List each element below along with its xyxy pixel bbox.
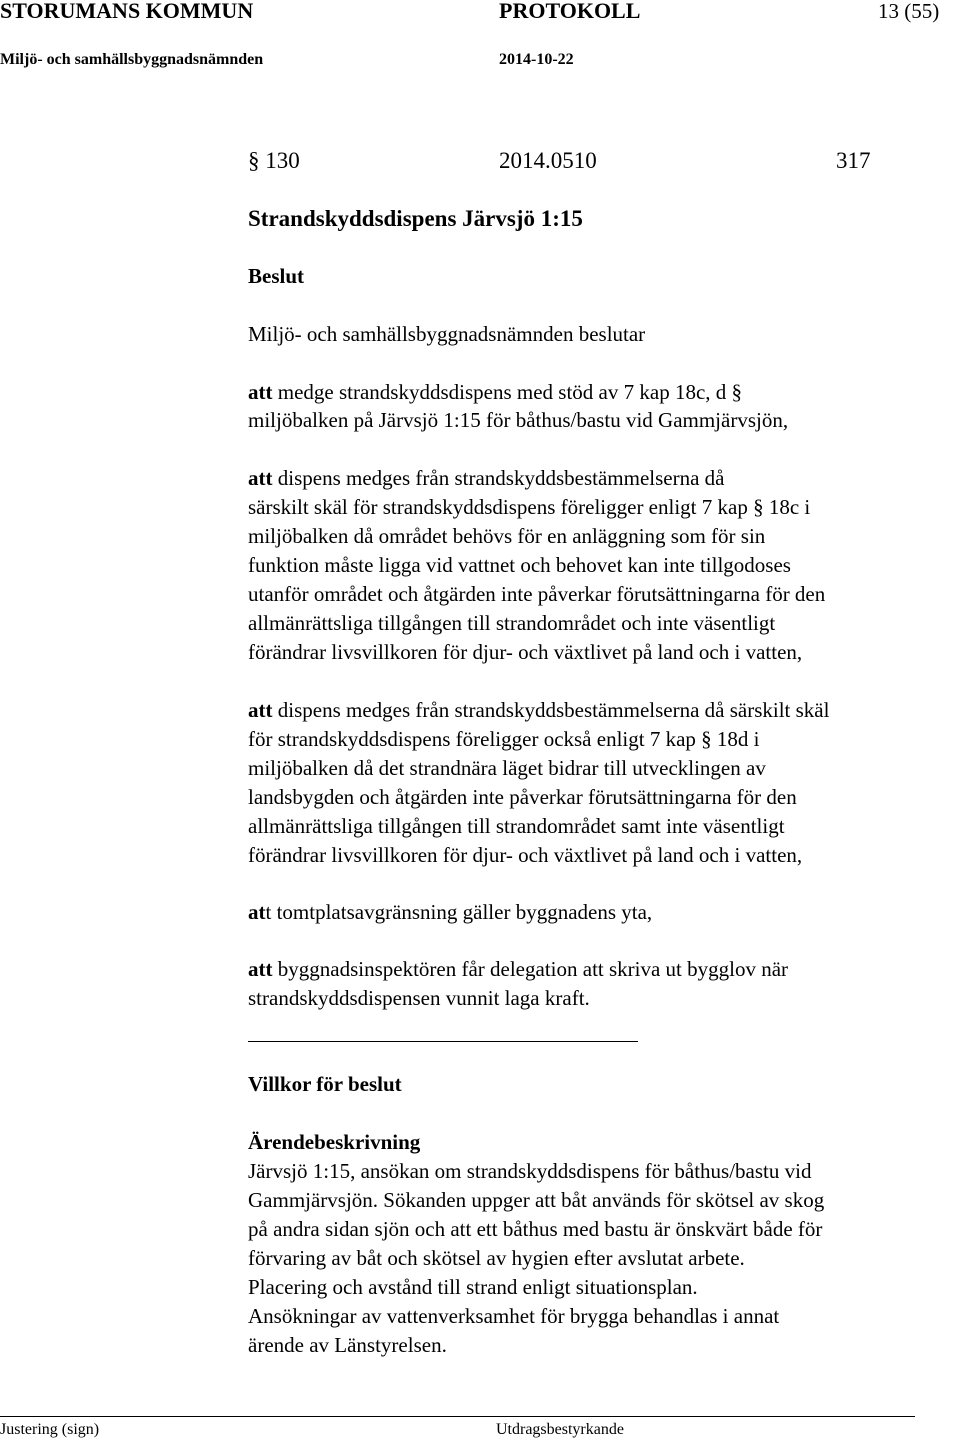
decision-paragraph-3-line-3: miljöbalken då det strandnära läget bidrar till utvecklingen av <box>248 756 766 780</box>
att-keyword: att <box>248 957 273 981</box>
description-line-4: förvaring av båt och skötsel av hygien efter avslutat arbete. <box>248 1246 745 1270</box>
decision-paragraph-5-line-1 <box>248 955 788 983</box>
description-line-3: på andra sidan sjön och att ett båthus med bastu är önskvärt både för <box>248 1217 823 1241</box>
description-line-5: Placering och avstånd till strand enligt situationsplan. <box>248 1275 698 1299</box>
footer-certified-label: Utdragsbestyrkande <box>496 1421 624 1438</box>
decision-paragraph-2-line-5: utanför området och åtgärden inte påverkar förutsättningarna för den <box>248 582 826 606</box>
description-heading: Ärendebeskrivning <box>248 1130 421 1154</box>
decision-paragraph-2-line-4: funktion måste ligga vid vattnet och behovet kan inte tillgodoses <box>248 553 791 577</box>
decision-paragraph-3-line-6: förändrar livsvillkoren för djur- och växtlivet på land och i vatten, <box>248 843 803 867</box>
decision-heading: Beslut <box>248 264 305 288</box>
section-number: § 130 <box>248 148 300 173</box>
decision-paragraph-2-line-7: förändrar livsvillkoren för djur- och växtlivet på land och i vatten, <box>248 640 803 664</box>
paragraph-text: byggnadsinspektören får delegation att skriva ut bygglov när <box>272 957 789 981</box>
decision-paragraph-5-line-2: strandskyddsdispensen vunnit laga kraft. <box>248 986 590 1010</box>
footer-signature-label: Justering (sign) <box>0 1421 100 1438</box>
att-keyword: att <box>248 466 273 490</box>
description-line-7: ärende av Länstyrelsen. <box>248 1333 447 1357</box>
case-number: 2014.0510 <box>499 148 597 173</box>
org-name: STORUMANS KOMMUN <box>0 0 254 23</box>
decision-paragraph-1-line-2: miljöbalken på Järvsjö 1:15 för båthus/bastu vid Gammjärvsjön, <box>248 408 789 432</box>
decision-paragraph-2-line-3: miljöbalken då området behövs för en anläggning som för sin <box>248 524 766 548</box>
decision-paragraph-2-line-1 <box>248 464 724 492</box>
decision-intro: Miljö- och samhällsbyggnadsnämnden beslutar <box>248 322 646 346</box>
footer-rule <box>0 1416 915 1417</box>
paragraph-text: t tomtplatsavgränsning gäller byggnadens yta, <box>265 900 653 924</box>
description-line-6: Ansökningar av vattenverksamhet för brygga behandlas i annat <box>248 1304 780 1328</box>
decision-paragraph-3-line-5: allmänrättsliga tillgången till strandområdet samt inte väsentligt <box>248 814 785 838</box>
conditions-heading: Villkor för beslut <box>248 1072 402 1096</box>
paragraph-text: dispens medges från strandskyddsbestämmelserna då <box>272 466 725 490</box>
description-line-2: Gammjärvsjön. Sökanden uppger att båt används för skötsel av skog <box>248 1188 825 1212</box>
decision-paragraph-2-line-2: särskilt skäl för strandskyddsdispens föreligger enligt 7 kap § 18c i <box>248 495 811 519</box>
decision-paragraph-1-line-1 <box>248 378 742 406</box>
board-name: Miljö- och samhällsbyggnadsnämnden <box>0 51 264 68</box>
paragraph-text: medge strandskyddsdispens med stöd av 7 kap 18c, d § <box>272 380 743 404</box>
case-title: Strandskyddsdispens Järvsjö 1:15 <box>248 206 583 231</box>
att-keyword: at <box>248 900 266 924</box>
decision-paragraph-4-line-1 <box>248 898 652 926</box>
doc-type: PROTOKOLL <box>499 0 641 23</box>
page-number: 13 (55) <box>878 0 940 23</box>
case-ref: 317 <box>836 148 871 173</box>
decision-paragraph-3-line-2: för strandskyddsdispens föreligger också enligt 7 kap § 18d i <box>248 727 760 751</box>
att-keyword: att <box>248 380 273 404</box>
section-divider <box>248 1041 638 1042</box>
decision-paragraph-3-line-4: landsbygden och åtgärden inte påverkar förutsättningarna för den <box>248 785 797 809</box>
att-keyword: att <box>248 698 273 722</box>
description-line-1: Järvsjö 1:15, ansökan om strandskyddsdispens för båthus/bastu vid <box>248 1159 812 1183</box>
paragraph-text: dispens medges från strandskyddsbestämmelserna då särskilt skäl <box>272 698 830 722</box>
decision-paragraph-2-line-6: allmänrättsliga tillgången till strandområdet och inte väsentligt <box>248 611 776 635</box>
decision-paragraph-3-line-1 <box>248 696 829 724</box>
meeting-date: 2014-10-22 <box>499 51 574 68</box>
